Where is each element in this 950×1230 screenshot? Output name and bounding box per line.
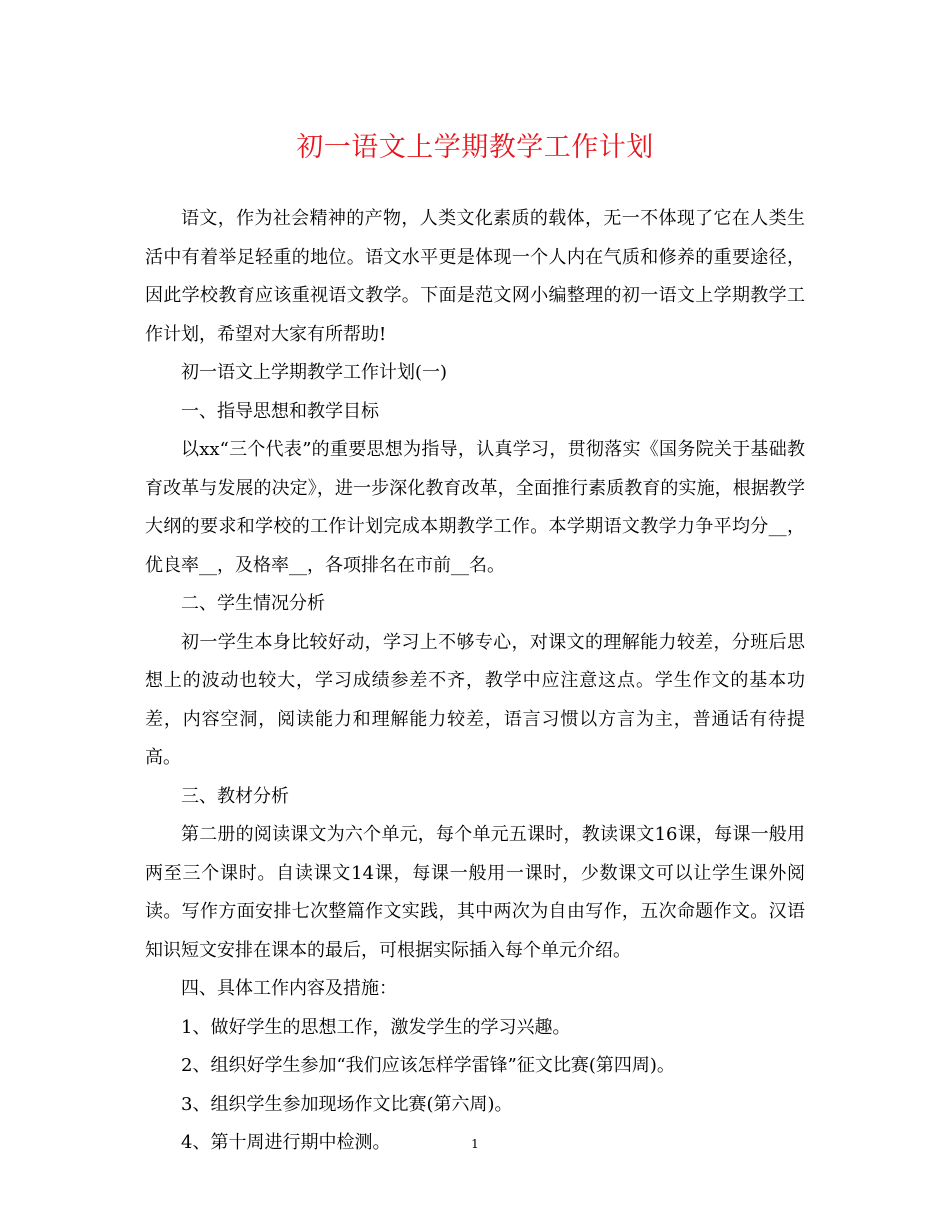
section-heading-textbook-analysis: 三、教材分析 xyxy=(181,785,289,807)
list-item-measure-4: 4、第十周进行期中检测。 xyxy=(181,1132,391,1153)
paragraph-plan-heading: 初一语文上学期教学工作计划(一) xyxy=(181,362,448,383)
document-body xyxy=(145,200,805,1163)
section-heading-guiding-ideas: 一、指导思想和教学目标 xyxy=(181,400,379,422)
paragraph-guiding-ideas: 以xx“三个代表”的重要思想为指导，认真学习，贯彻落实《国务院关于基础教育改革与发展的决定》，进一步深化教育改革，全面推行素质教育的实施，根据教学大纲的要求和学校的工作计划完成本期教学工作。本学期语文教学力争平均分__，优良率__，及格率__，各项排名在市前__名。 xyxy=(145,439,805,576)
section-heading-measures: 四、具体工作内容及措施： xyxy=(181,978,397,999)
page-number: 1 xyxy=(471,1137,479,1151)
paragraph-intro: 语文，作为社会精神的产物，人类文化素质的载体，无一不体现了它在人类生活中有着举足轻重的地位。语文水平更是体现一个人内在气质和修养的重要途径，因此学校教育应该重视语文教学。下面是范文网小编整理的初一语文上学期教学工作计划，希望对大家有所帮助! xyxy=(145,208,805,345)
paragraph-student-analysis: 初一学生本身比较好动，学习上不够专心，对课文的理解能力较差，分班后思想上的波动也较大，学习成绩参差不齐，教学中应注意这点。学生作文的基本功差，内容空洞，阅读能力和理解能力较差，语言习惯以方言为主，普通话有待提高。 xyxy=(145,631,805,768)
list-item-measure-1: 1、做好学生的思想工作，激发学生的学习兴趣。 xyxy=(181,1016,571,1038)
paragraph-textbook-analysis: 第二册的阅读课文为六个单元，每个单元五课时，教读课文16课，每课一般用两至三个课时。自读课文14课，每课一般用一课时，少数课文可以让学生课外阅读。写作方面安排七次整篇作文实践，其中两次为自由写作，五次命题作文。汉语知识短文安排在课本的最后，可根据实际插入每个单元介绍。 xyxy=(145,824,805,961)
list-item-measure-3: 3、组织学生参加现场作文比赛(第六周)。 xyxy=(181,1093,513,1115)
section-heading-student-analysis: 二、学生情况分析 xyxy=(181,593,325,614)
list-item-measure-2: 2、组织好学生参加“我们应该怎样学雷锋”征文比赛(第四周)。 xyxy=(181,1055,675,1076)
document-title: 初一语文上学期教学工作计划 xyxy=(296,132,654,163)
